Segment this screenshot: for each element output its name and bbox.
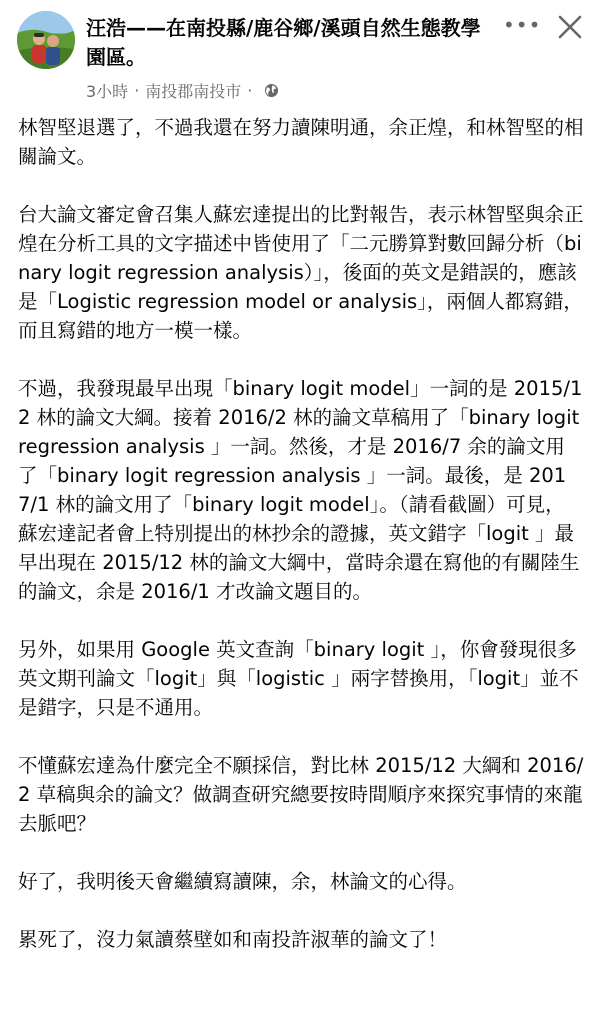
more-horizontal-icon[interactable]: ••• [503, 13, 542, 37]
post-header [0, 0, 599, 110]
avatar[interactable] [17, 11, 75, 69]
post-author-and-location[interactable]: 汪浩——在南投縣/鹿谷鄉/溪頭自然生態教學園區。 [86, 16, 481, 69]
avatar-photo [17, 11, 75, 69]
meta-separator: · [134, 80, 140, 100]
post-location[interactable]: 南投郡南投市 [145, 81, 242, 101]
post-paragraph: 累死了，沒力氣讀蔡壁如和南投許淑華的論文了！ [18, 928, 448, 951]
post-paragraph: 台大論文審定會召集人蘇宏達提出的比對報告，表示林智堅與余正煌在分析工具的文字描述中皆使用了「二元勝算對數回歸分析（binary logit regression analysis）」，後面的英文是錯誤的，應該是「Logistic regression model or analysis」，兩個人都寫錯，而且寫錯的地方一模一樣。 [18, 203, 584, 342]
post-meta [86, 78, 279, 102]
post-paragraph: 好了，我明後天會繼續寫讀陳，余，林論文的心得。 [18, 870, 467, 893]
post-body [18, 113, 584, 983]
post-paragraph: 林智堅退選了，不過我還在努力讀陳明通，余正煌，和林智堅的相關論文。 [18, 116, 584, 168]
post-paragraph: 不過，我發現最早出現「binary logit model」一詞的是 2015/12 林的論文大綱。接着 2016/2 林的論文草稿用了「binary logit regression analysis 」一詞。然後，才是 2016/7 余的論文用了「binary logit regression analysis 」一詞。最後，是 2017/1 林的論文用了「binary logit model」。（請看截圖）可見，蘇宏達記者會上特別提出的林抄余的證據，英文錯字「logit 」最早出現在 2015/12 林的論文大綱中，當時余還在寫他的有關陸生的論文，余是 2016/1 才改論文題目的。 [18, 377, 586, 603]
post-time[interactable]: 3小時 [86, 81, 129, 101]
post-paragraph: 不懂蘇宏達為什麼完全不願採信，對比林 2015/12 大綱和 2016/2 草稿與余的論文？做調查研究總要按時間順序來探究事情的來龍去脈吧？ [18, 754, 584, 835]
close-icon[interactable] [555, 12, 585, 42]
globe-icon [264, 83, 279, 98]
meta-separator: · [247, 80, 253, 100]
post-paragraph: 另外，如果用 Google 英文查詢「binary logit 」，你會發現很多英文期刊論文「logit」與「logistic 」兩字替換用，「logit」並不是錯字，只是不通用。 [18, 638, 579, 719]
